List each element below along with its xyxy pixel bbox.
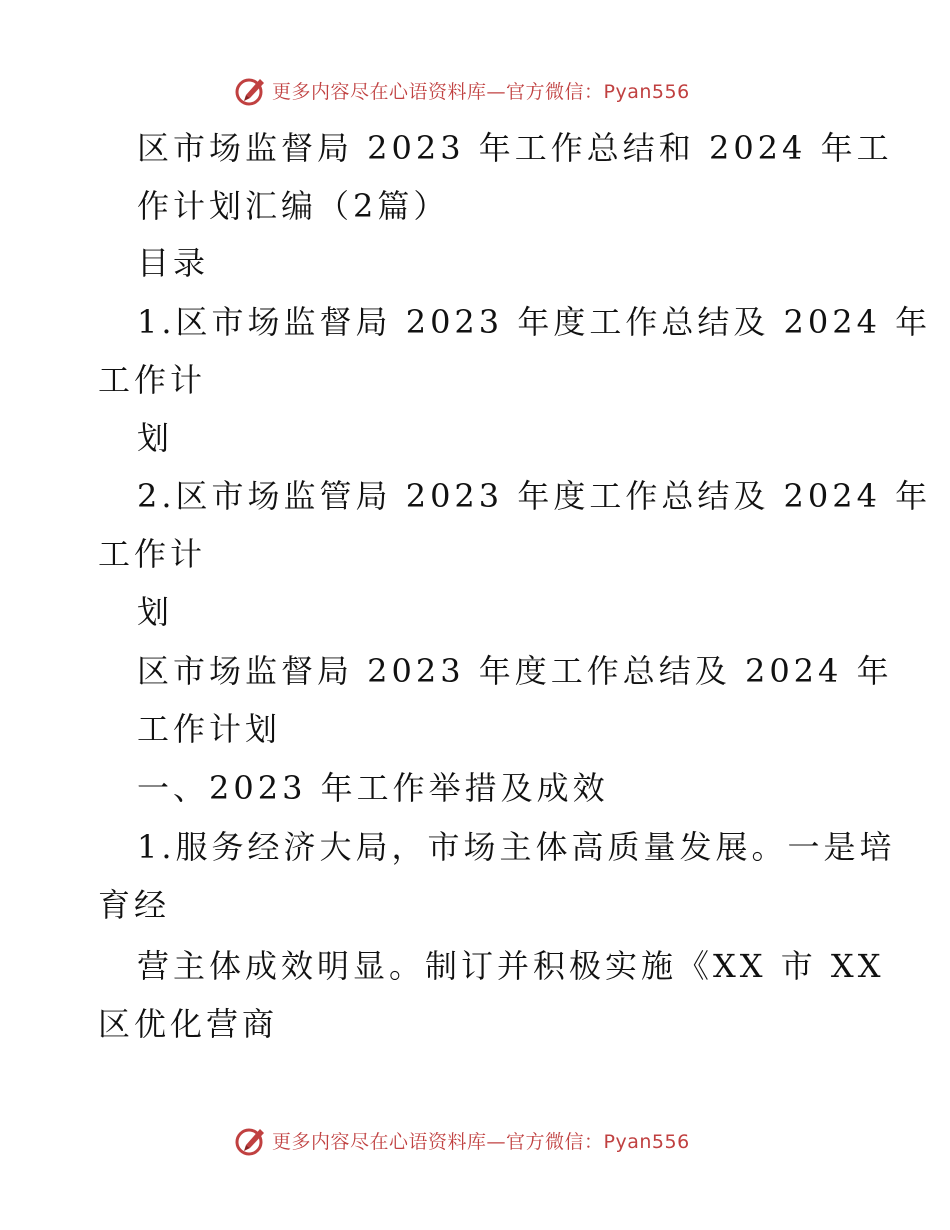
watermark-site-text: 更多内容尽在心语资料库 <box>272 1130 487 1153</box>
watermark-wechat-id: Pyan556 <box>603 80 690 103</box>
paragraph-line-3: 营主体成效明显。制订并积极实施《XX 市 XX <box>137 947 885 985</box>
toc-item-1: 1.区市场监督局 2023 年度工作总结及 2024 年 <box>137 303 932 341</box>
toc-item-2: 2.区市场监管局 2023 年度工作总结及 2024 年 <box>137 477 932 515</box>
document-title-line-1: 区市场监督局 2023 年工作总结和 2024 年工 <box>137 129 893 167</box>
header-watermark <box>0 70 950 110</box>
watermark-wechat-label: 官方微信： <box>506 1130 604 1153</box>
pen-nib-circle-icon <box>234 1123 268 1157</box>
section-title-line-2: 工作计划 <box>137 710 282 748</box>
watermark-site-text: 更多内容尽在心语资料库 <box>272 80 487 103</box>
watermark-separator: — <box>486 80 507 103</box>
toc-item-2-cont: 工作计 <box>98 535 207 573</box>
toc-item-2-cont-2: 划 <box>137 593 174 631</box>
footer-watermark <box>0 1120 950 1160</box>
toc-item-1-cont-2: 划 <box>137 419 174 457</box>
watermark-separator: — <box>486 1130 507 1153</box>
watermark-wechat-id: Pyan556 <box>603 1130 690 1153</box>
paragraph-line-4: 区优化营商 <box>98 1005 279 1043</box>
toc-heading: 目录 <box>137 244 210 282</box>
document-title-line-2: 作计划汇编（2篇） <box>137 187 450 225</box>
watermark-wechat-label: 官方微信： <box>506 80 604 103</box>
section-heading-1: 一、2023 年工作举措及成效 <box>137 769 609 807</box>
paragraph-line-1: 1.服务经济大局，市场主体高质量发展。一是培 <box>137 828 896 866</box>
pen-nib-circle-icon <box>234 73 268 107</box>
toc-item-1-cont: 工作计 <box>98 361 207 399</box>
paragraph-line-2: 育经 <box>98 886 171 924</box>
section-title-line-1: 区市场监督局 2023 年度工作总结及 2024 年 <box>137 652 893 690</box>
